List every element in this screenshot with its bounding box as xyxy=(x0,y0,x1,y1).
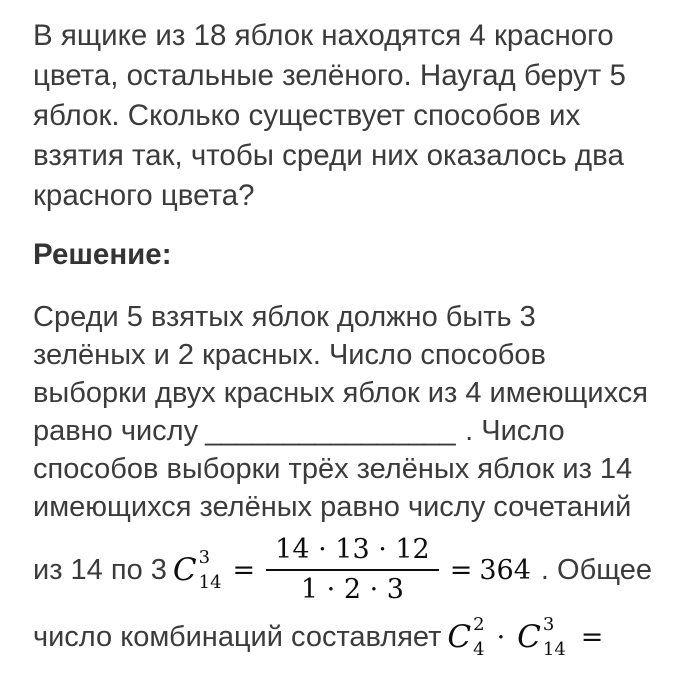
equals-sign: = xyxy=(449,554,473,586)
final-line-prefix: число комбинаций составляет xyxy=(33,620,442,653)
binomial-subscript: 14 xyxy=(542,638,566,660)
solution-line: способов выборки трёх зелёных яблок из 14 xyxy=(33,453,633,485)
solution-paragraph xyxy=(33,298,683,526)
problem-statement xyxy=(33,16,673,216)
combination-formula-line xyxy=(33,529,652,611)
binomial-symbol: C xyxy=(172,551,197,588)
binomial-c-14-3 xyxy=(517,613,566,660)
combination-line-prefix: из 14 по 3 xyxy=(33,553,167,586)
solution-heading: Решение: xyxy=(33,238,172,271)
solution-line: зелёных и 2 красных. Число способов xyxy=(33,339,546,371)
fraction-denominator: 1 · 2 · 3 xyxy=(300,574,404,605)
combination-line-suffix: . Общее xyxy=(540,553,652,586)
blank-line-prefix: равно числу xyxy=(33,415,199,447)
problem-line: В ящике из 18 яблок находятся 4 красного xyxy=(33,19,614,52)
solution-line: имеющихся зелёных равно числу сочетаний xyxy=(33,491,632,523)
solution-line: Среди 5 взятых яблок должно быть 3 xyxy=(33,301,536,333)
binomial-superscript: 3 xyxy=(198,546,211,568)
solution-line: выборки двух красных яблок из 4 имеющихся xyxy=(33,377,648,409)
problem-line: цвета, остальные зелёного. Наугад берут 5 xyxy=(33,59,626,92)
problem-line: красного цвета? xyxy=(33,179,255,212)
binomial-c-14-3 xyxy=(172,546,222,593)
binomial-subscript: 14 xyxy=(198,571,222,593)
binomial-symbol: C xyxy=(517,618,541,655)
solution-line-with-blank xyxy=(33,412,683,450)
binomial-superscript: 3 xyxy=(542,613,555,635)
multiply-dot: · xyxy=(496,621,506,653)
binomial-subscript: 4 xyxy=(473,638,485,660)
binomial-symbol: C xyxy=(447,618,472,655)
equals-sign: = xyxy=(580,621,604,653)
fraction-numerator: 14 · 13 · 12 xyxy=(266,535,439,571)
equals-sign: = xyxy=(232,554,256,586)
problem-line: взятия так, чтобы среди них оказалось два xyxy=(33,139,624,172)
final-formula-line xyxy=(33,608,603,666)
binomial-superscript: 2 xyxy=(473,613,485,635)
fraction xyxy=(266,535,439,604)
problem-line: яблок. Сколько существует способов их xyxy=(33,99,581,132)
binomial-c-4-2 xyxy=(447,613,485,660)
combination-result: 364 xyxy=(479,554,531,586)
blank-line-suffix: . Число xyxy=(465,415,565,447)
answer-blank: ________________ xyxy=(205,415,456,447)
